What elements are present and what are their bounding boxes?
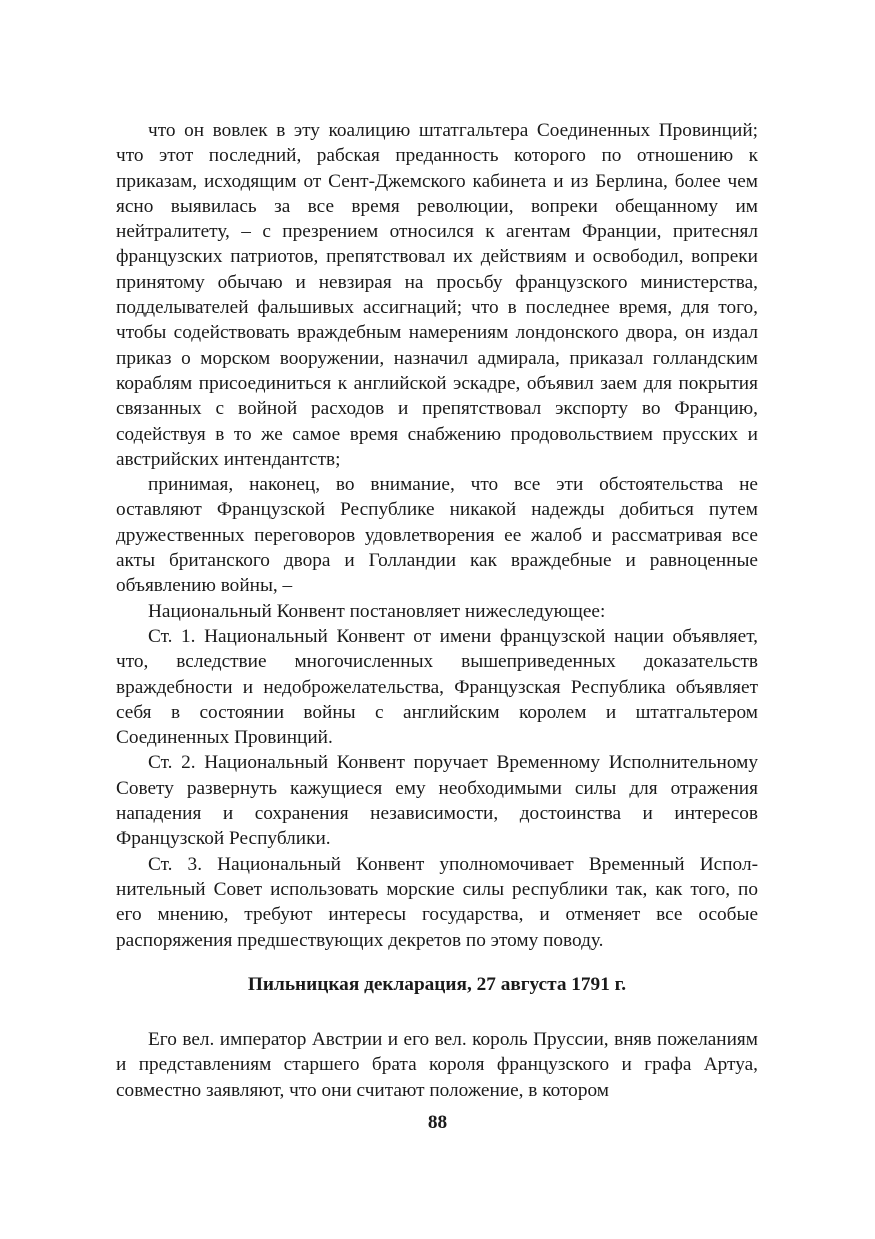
document-page (116, 118, 758, 1103)
paragraph-declaration: Его вел. император Австрии и его вел. король Пруссии, вняв пожеланиям и представлениям старшего брата короля французского и графа Артуа, совместно заявляют, что они считают положение, в котором (116, 1029, 758, 1101)
paragraph-decree-intro: Национальный Конвент постановляет нижеследующее: (148, 600, 606, 622)
page-number: 88 (427, 1112, 448, 1133)
section-heading: Пильницкая декларация, 27 августа 1791 г. (247, 973, 627, 995)
paragraph-article-3: Ст. 3. Национальный Конвент уполномочивает Временный Исполнительный Совет использовать морские силы республики так, как того, по его мнению, требуют интересы государства, и отменяет все особые распоряжения предшествующих декретов по этому поводу. (116, 853, 758, 951)
paragraph-article-2: Ст. 2. Национальный Конвент поручает Временному Исполнительному Совету развернуть кажущиеся ему необходимыми силы для отражения нападения и сохранения независимости, достоинства и интересов Французской Республики. (116, 752, 758, 850)
paragraph-article-1: Ст. 1. Национальный Конвент от имени французской нации объявляет, что, вследствие многочисленных вышеприведенных доказательств враждебности и недоброжелательства, Французская Республика объявляет себя в состоянии войны с английским королем и штатгальтером Соединенных Провинций. (116, 625, 758, 749)
paragraph-considering: принимая, наконец, во внимание, что все эти обстоятельства не оставляют Французской Республике никакой надежды добиться путем дружественных переговоров удовлетворения ее жалоб и рассматривая все акты британского двора и Голландии как враждебные и равноценные объявлению войны, – (116, 474, 758, 597)
paragraph-coalition: что он вовлек в эту коалицию штатгальтера Соединенных Провинций; что этот последний, рабская преданность которого по отношению к приказам, исходящим от Сент-Джемского кабинета и из Берлина, более чем ясно выявилась за все время революции, вопреки обещанному им нейтралитету, – с презрением относился к агентам Франции, притеснял французских патриотов, препятствовал их действиям и освободил, вопреки принятому обычаю и невзирая на просьбу французского министерства, подделывателей фальшивых ассигнаций; что в последнее время, для того, чтобы содействовать враждебным намерениям лондонского двора, он издал приказ о морском вооружении, назначил адмирала, приказал голландским кораблям присоединиться к английской эскадре, объявил заем для покрытия связанных с войной расходов и препятствовал экспорту во Францию, содействуя в то же самое время снабжению продовольствием прусских и австрийских интендантств; (116, 120, 758, 470)
